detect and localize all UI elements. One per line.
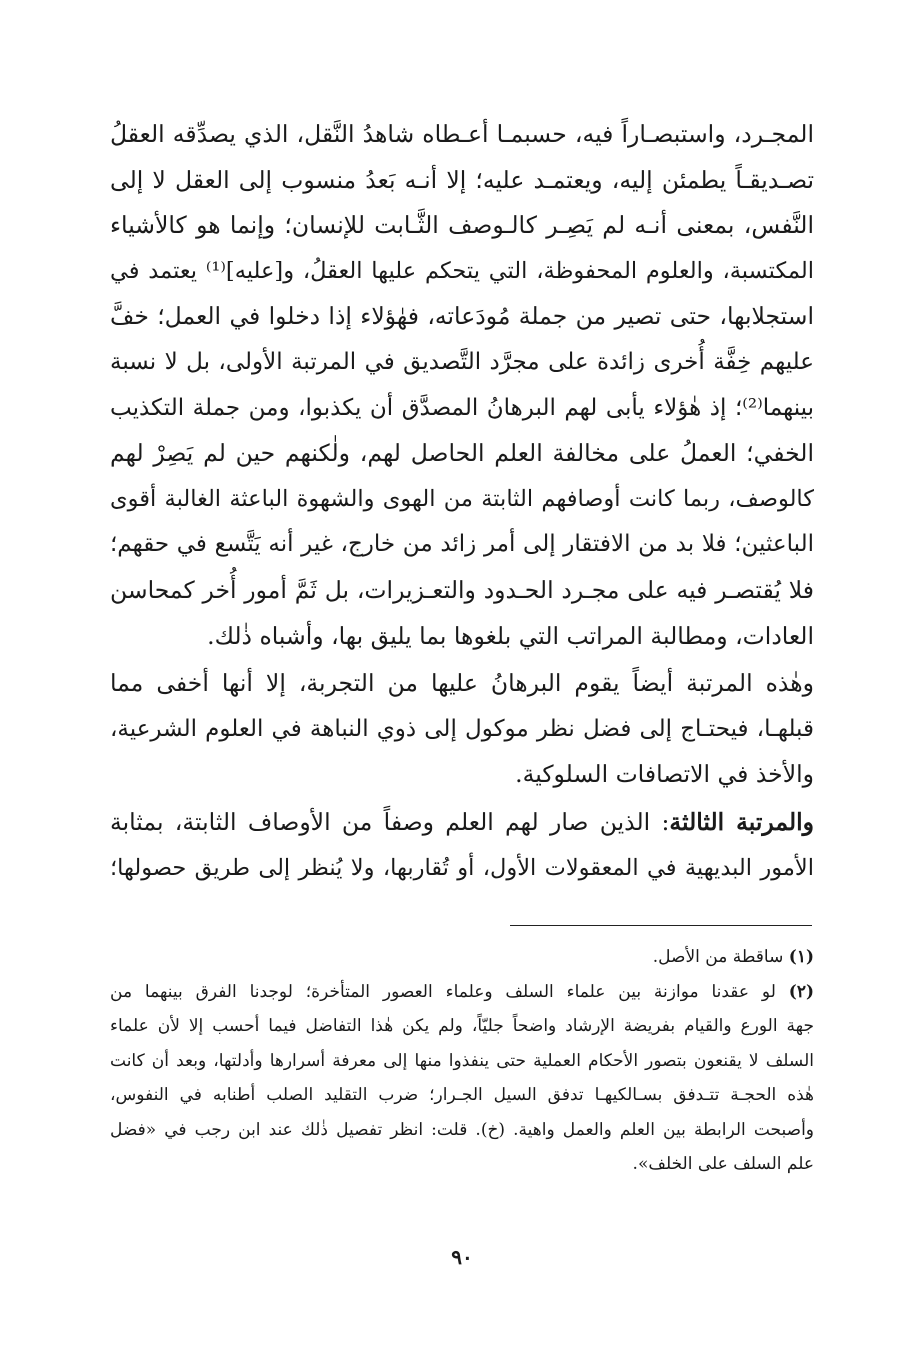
text-line: الباعثين؛ فلا بد من الافتقار إلى أمر زائد من خارج، غير أنه يَتَّسع في حقهم؛	[110, 531, 814, 558]
footnote-line: علم السلف على الخلف».	[632, 1154, 814, 1174]
text-line: الخفي؛ العملُ على مخالفة العلم الحاصل لهم، ولٰكنهم حين لم يَصِرْ لهم	[110, 439, 814, 468]
footnote-number: (١)	[788, 947, 814, 967]
section-heading: والمرتبة الثالثة	[669, 807, 815, 836]
text-line: بينهما⁽²⁾؛ إذ هٰؤلاء يأبى لهم البرهانُ المصدَّق أن يكذبوا، ومن جملة التكذيب	[110, 394, 814, 421]
text-run: : الذين صار لهم العلم وصفاً من الأوصاف الثابتة، بمثابة	[110, 807, 670, 836]
main-text	[110, 112, 814, 891]
text-line	[110, 800, 814, 846]
text-line: عليهم خِفَّة أُخرى زائدة على مجرَّد التَّصديق في المرتبة الأولى، بل لا نسبة	[110, 348, 814, 375]
footnotes	[110, 940, 814, 1182]
footnote-line: جهة الورع والقيام بفريضة الإرشاد واضحاً جليّاً، ولم يكن هٰذا التفاضل فيما أحسب إلا لأن علماء	[110, 1016, 814, 1036]
text-line: وهٰذه المرتبة أيضاً يقوم البرهانُ عليها من التجربة، إلا أنها أخفى مما	[110, 669, 814, 698]
footnote-1	[110, 940, 814, 975]
text-line: والأخذ في الاتصافات السلوكية.	[515, 760, 814, 789]
footnote-text: ساقطة من الأصل.	[652, 947, 784, 967]
footnote-line: السلف لا يقنعون بتصور الأحكام العملية حتى ينفذوا منها إلى معرفة أسرارها وأدلتها، وبعد أن كانت	[110, 1050, 814, 1071]
text-line: المكتسبة، والعلوم المحفوظة، التي يتحكم عليها العقلُ، و[عليه]⁽¹⁾ يعتمد في	[110, 257, 814, 284]
text-line: استجلابها، حتى تصير من جملة مُودَعاته، فهٰؤلاء إذا دخلوا في العمل؛ خفَّ	[110, 302, 814, 331]
footnote-line: هٰذه الحجـة تتـدفق بسـالكيهـا تدفق السيل الجـرار؛ ضرب التقليد الصلب أطنابه في النفوس،	[110, 1085, 814, 1105]
text-line: قبلهـا، فيحتـاج إلى فضل نظر موكول إلى ذوي النباهة في العلوم الشرعية،	[110, 715, 814, 742]
footnote-2	[110, 975, 814, 1010]
text-line: فلا يُقتصـر فيه على مجـرد الحـدود والتعـزيرات، بل ثَمَّ أمور أُخر كمحاسن	[110, 575, 814, 604]
text-line: الأمور البديهية في المعقولات الأول، أو تُقاربها، ولا يُنظر إلى طريق حصولها؛	[110, 854, 814, 881]
text-line: المجـرد، واستبصـاراً فيه، حسبمـا أعـطاه شاهدُ النَّقل، الذي يصدِّقه العقلُ	[110, 120, 814, 148]
footnote-text: لو عقدنا موازنة بين علماء السلف وعلماء العصور المتأخرة؛ لوجدنا الفرق بينهما من	[110, 981, 776, 1002]
text-line: النَّفس، بمعنى أنـه لم يَصِـر كالـوصف الثَّـابت للإنسان؛ وإنما هو كالأشياء	[110, 211, 814, 240]
text-line: تصـديقـاً يطمئن إليه، ويعتمـد عليه؛ إلا أنـه بَعدُ منسوب إلى العقل لا إلى	[110, 165, 814, 194]
text-line: العادات، ومطالبة المراتب التي بلغوها بما يليق بها، وأشباه ذٰلك.	[207, 621, 814, 650]
page-number: ٩٠	[451, 1245, 473, 1269]
text-line: كالوصف، ربما كانت أوصافهم الثابتة من الهوى والشهوة الباعثة الغالبة أقوى	[110, 485, 814, 512]
footnote-divider	[510, 925, 812, 926]
footnote-line: وأصبحت الرابطة بين العلم والعمل واهية. (خ). قلت: انظر تفصيل ذٰلك عند ابن رجب في «فضل	[110, 1119, 814, 1140]
footnote-number: (٢)	[788, 981, 814, 1002]
